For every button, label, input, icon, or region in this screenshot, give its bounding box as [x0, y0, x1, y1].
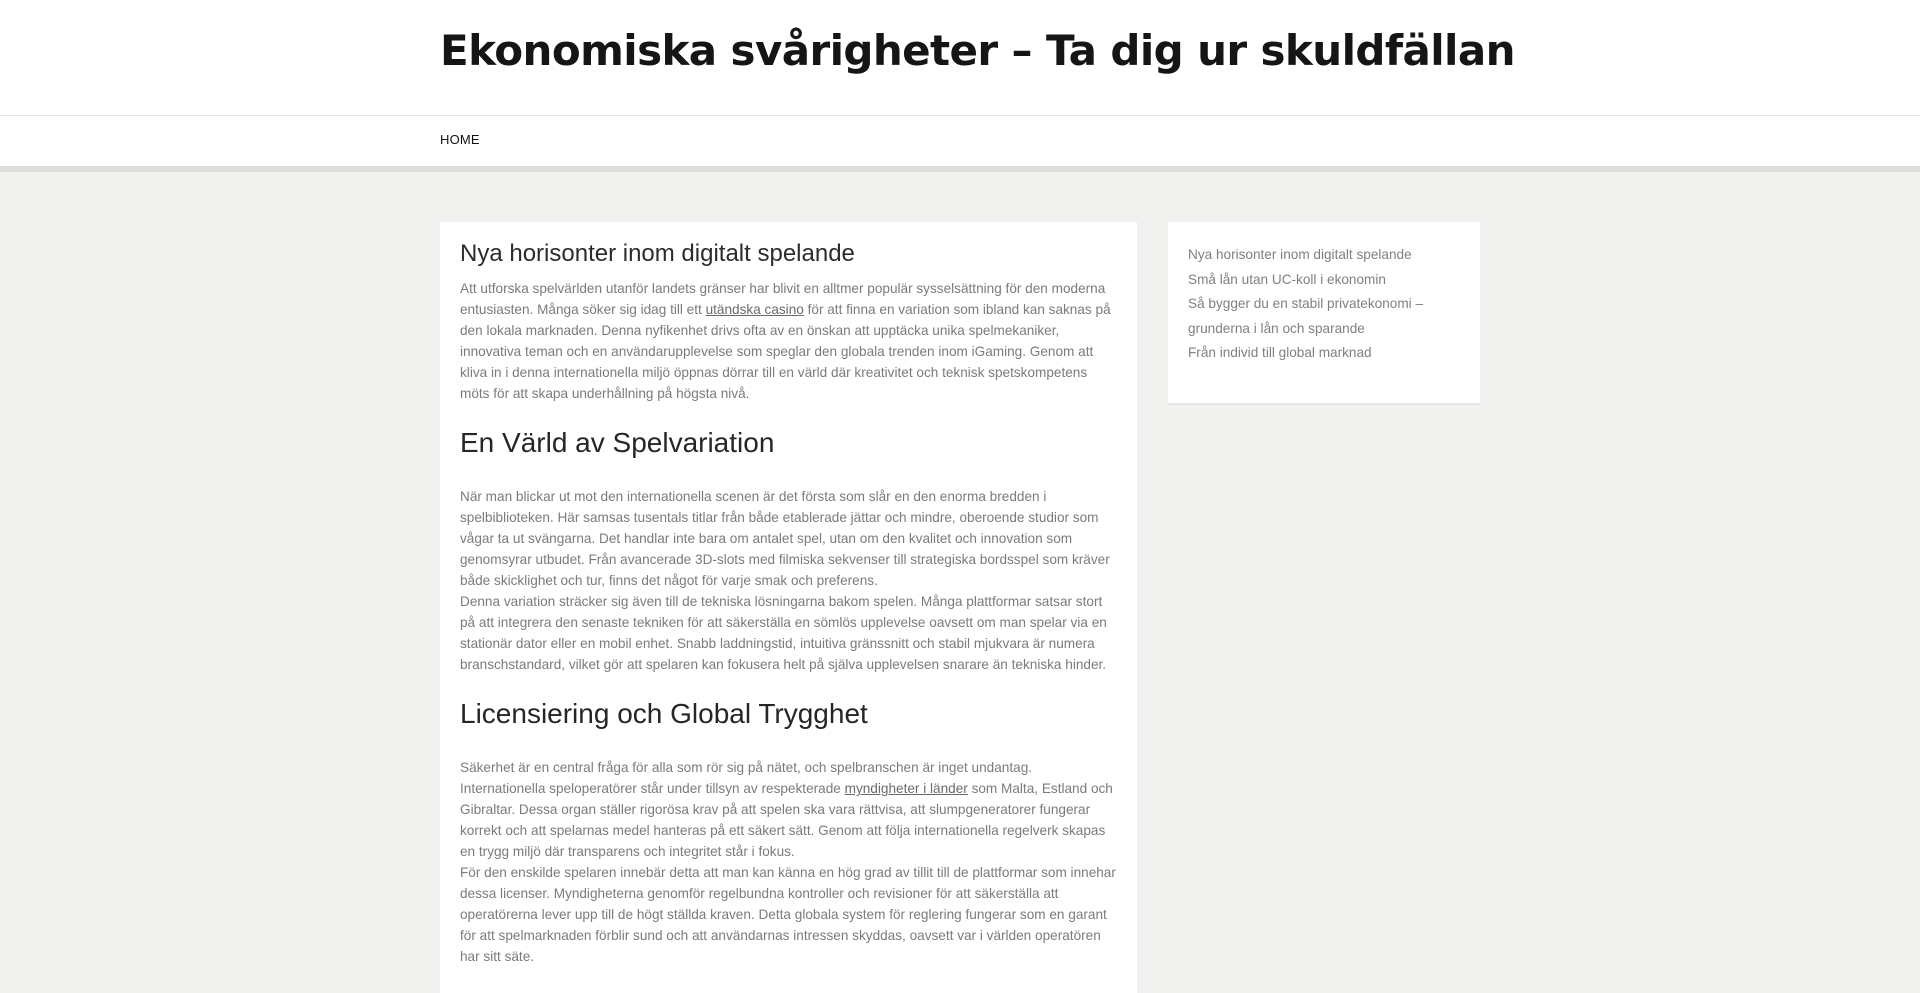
section-heading-licensiering: Licensiering och Global Trygghet — [460, 698, 868, 729]
intro-text-before-link: Att utforska spelvärlden utanför landets gränser har blivit en alltmer populär sysselsättning för den moderna entusiasten. Många söker sig idag till ett — [460, 281, 1106, 317]
recent-post-link[interactable]: Från individ till global marknad — [1188, 345, 1372, 360]
list-item — [1188, 243, 1460, 268]
article-card — [440, 222, 1137, 993]
authorities-link[interactable]: myndigheter i länder — [844, 781, 968, 796]
article-title: Nya horisonter inom digitalt spelande — [460, 240, 855, 267]
site-header — [0, 0, 1920, 116]
section1-paragraph-1: När man blickar ut mot den internationella scenen är det första som slår en den enorma bredden i spelbiblioteken. Här samsas tusentals titlar från både etablerade jättar och mindre, oberoende studior som vågar ta ut svängarna. Det handlar inte bara om antalet spel, utan om den kvalitet och innovation som genomsyrar utbudet. Från avancerade 3D-slots med filmiska sekvenser till strategiska bordsspel som kräver både skicklighet och tur, finns det något för varje smak och preferens. — [460, 489, 1110, 588]
list-item — [1188, 268, 1460, 293]
recent-post-link[interactable]: Små lån utan UC-koll i ekonomin — [1188, 271, 1386, 287]
intro-text-after-link: för att finna en variation som ibland kan saknas på den lokala marknaden. Denna nyfikenhet drivs ofta av en önskan att upptäcka unika spelmekaniker, innovativa teman och en användarupplevelse som speglar den globala trenden inom iGaming. Genom att kliva in i denna internationella miljö öppnas dörrar till en värld där kreativitet och teknisk spetskompetens möts för att skapa underhållning på högsta nivå. — [460, 302, 1111, 401]
site-title[interactable]: Ekonomiska svårigheter – Ta dig ur skuldfällan — [440, 26, 1515, 75]
section2-text-after-link: som Malta, Estland och Gibraltar. Dessa organ ställer rigorösa krav på att spelen ska vara rättvisa, att slumpgeneratorer fungerar korrekt och att spelarnas medel hanteras på ett säkert sätt. Genom att följa internationella regelverk skapas en trygg miljö där transparens och integritet står i fokus. — [460, 781, 1113, 859]
list-item — [1188, 292, 1460, 341]
recent-post-link[interactable]: Nya horisonter inom digitalt spelande — [1188, 247, 1412, 262]
intro-paragraph — [460, 278, 1117, 404]
list-item — [1188, 341, 1460, 366]
nav-home-link[interactable]: HOME — [440, 132, 480, 147]
recent-post-link[interactable]: Så bygger du en stabil privatekonomi – grunderna i lån och sparande — [1188, 296, 1424, 336]
casino-link[interactable]: utändska casino — [705, 302, 804, 317]
section2-paragraph-2: För den enskilde spelaren innebär detta att man kan känna en hög grad av tillit till de plattformar som innehar dessa licenser. Myndigheterna genomför regelbundna kontroller och revisioner för att säkerställa att operatörerna lever upp till de högt ställda kraven. Detta globala system för reglering fungerar som en garant för att spelmarknaden förblir sund och att användarnas intressen skyddas, oavsett var i världen operatören har sitt säte. — [460, 865, 1116, 964]
sidebar-recent-posts — [1168, 222, 1480, 405]
section1-paragraph-2: Denna variation sträcker sig även till de tekniska lösningarna bakom spelen. Många plattformar satsar stort på att integrera den senaste tekniken för att säkerställa en sömlös upplevelse oavsett om man spelar via en stationär dator eller en mobil enhet. Snabb laddningstid, intuitiva gränssnitt och stabil mjukvara är numera branschstandard, vilket gör att spelaren kan fokusera helt på själva upplevelsen snarare än tekniska hinder. — [460, 594, 1107, 672]
section2-text-before-link: Säkerhet är en central fråga för alla som rör sig på nätet, och spelbranschen är inget undantag. Internationella speloperatörer står under tillsyn av respekterade — [460, 760, 1033, 796]
main-navigation — [0, 116, 1920, 172]
recent-posts-list — [1168, 222, 1480, 366]
article — [440, 222, 1137, 967]
section2-paragraph-1 — [460, 757, 1117, 862]
section-heading-spelvariation: En Värld av Spelvariation — [460, 427, 775, 458]
